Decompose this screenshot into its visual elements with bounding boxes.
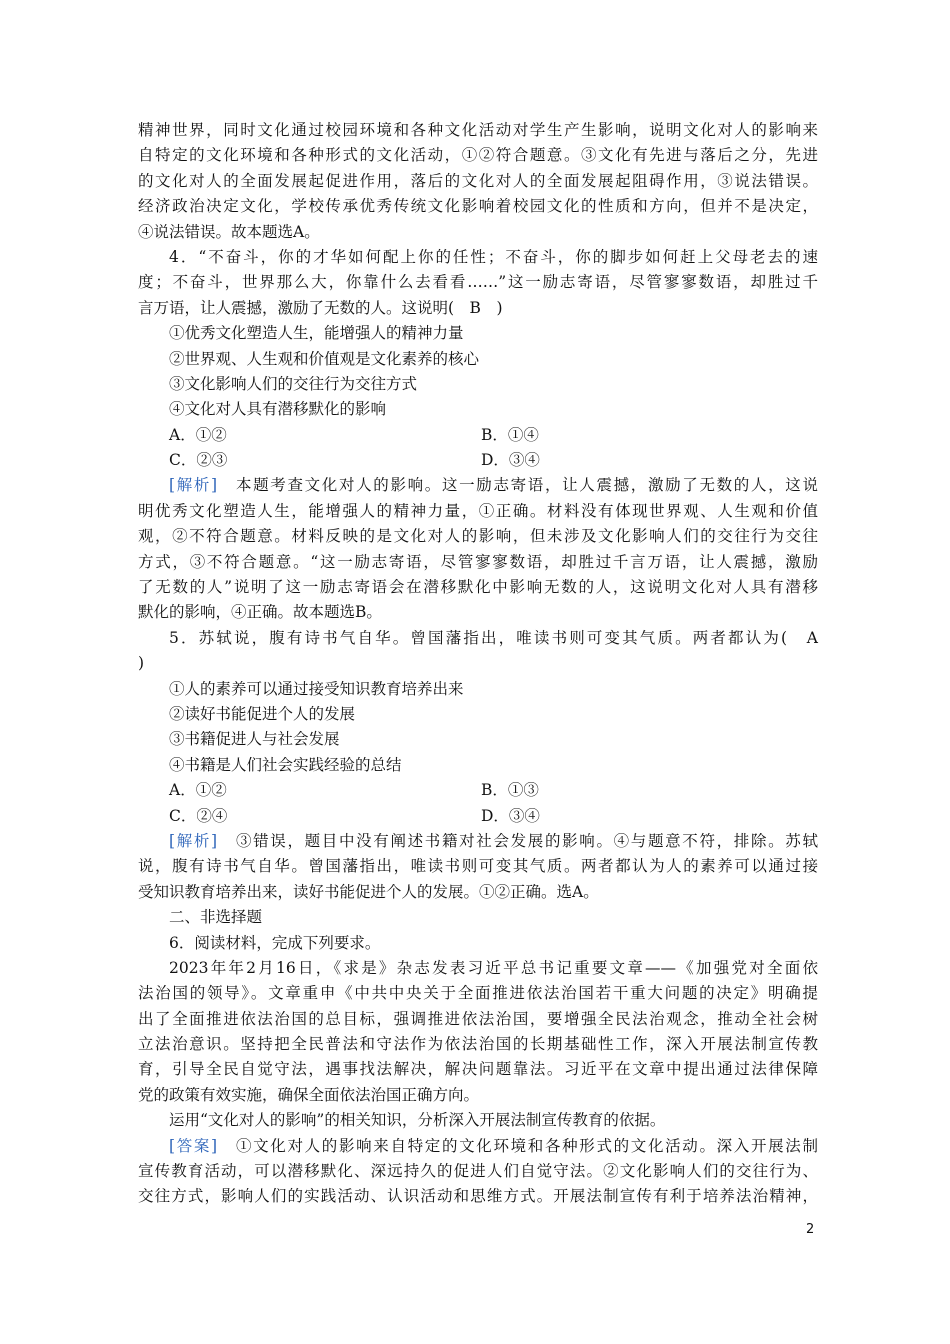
analysis-tag: [解析] [169,476,218,495]
q4-option: ②世界观、人生观和价值观是文化素养的核心 [169,349,480,368]
q5-option: ②读好书能促进个人的发展 [169,704,356,723]
intro-line: 自特定的文化环境和各种形式的文化活动，①②符合题意。③文化有先进与落后之分，先进 [138,146,818,165]
q6-answer-text: ①文化对人的影响来自特定的文化环境和各种形式的文化活动。深入开展法制 [235,1136,818,1155]
page-number: 2 [806,1222,815,1237]
q6-material-line: 法治国的领导》。文章重申《中共中央关于全面推进依法治国若干重大问题的决定》明确提 [138,984,818,1003]
q4-analysis-line: 方式，③不符合题意。“这一励志寄语，尽管寥寥数语，却胜过千言万语，让人震撼，激励 [138,552,818,571]
q5-choice-b: B．①③ [481,781,539,800]
q6-material-line: 育，引导全民自觉守法，遇事找法解决，解决问题靠法。习近平在文章中提出通过法律保障 [138,1060,818,1079]
q4-analysis-line: 明优秀文化塑造人生，能增强人的精神力量，①正确。材料没有体现世界观、人生观和价值 [138,501,818,520]
q6-answer-line: 宣传教育活动，可以潜移默化、深远持久的促进人们自觉守法。②文化影响人们的交往行为、 [138,1162,818,1181]
q4-stem-line: 4．“不奋斗，你的才华如何配上你的任性；不奋斗，你的脚步如何赶上父母老去的速 [169,247,818,266]
q4-stem-line: 度；不奋斗，世界那么大，你靠什么去看看……”这一励志寄语，尽管寥寥数语，却胜过千 [138,273,818,292]
q5-option: ①人的素养可以通过接受知识教育培养出来 [169,679,464,698]
q4-choice-d: D．③④ [481,451,540,470]
q6-answer-line [138,1134,818,1159]
analysis-tag: [解析] [169,831,218,850]
q6-stem: 6．阅读材料，完成下列要求。 [169,933,381,952]
answer-tag: [答案] [169,1136,218,1155]
q4-choice-b: B．①④ [481,425,539,444]
q5-analysis-text: ③错误，题目中没有阐述书籍对社会发展的影响。④与题意不符，排除。苏轼 [235,831,818,850]
q5-choice-c: C．②④ [169,806,228,825]
q4-choice-row [138,448,818,473]
q5-analysis-line [138,829,818,854]
q6-material-line: 立法治意识。坚持把全民普法和守法作为依法治国的长期基础性工作，深入开展法制宣传教 [138,1035,818,1054]
q4-analysis-line [138,473,818,498]
q4-choice-c: C．②③ [169,451,228,470]
section-heading: 二、非选择题 [169,908,263,927]
q5-analysis-line: 说，腹有诗书气自华。曾国藩指出，唯读书则可变其气质。两者都认为人的素养可以通过接 [138,857,818,876]
q6-material-line: 出了全面推进依法治国的总目标，强调推进依法治国，要增强全民法治观念，推动全社会树 [138,1009,818,1028]
q4-option: ①优秀文化塑造人生，能增强人的精神力量 [169,324,464,343]
q4-analysis-line: 默化的影响，④正确。故本题选B。 [138,603,382,622]
intro-line: 经济政治决定文化，学校传承优秀传统文化影响着校园文化的性质和方向，但并不是决定， [138,197,818,216]
q6-answer-line: 交往方式，影响人们的实践活动、认识活动和思维方式。开展法制宣传有利于培养法治精神， [138,1187,818,1206]
q4-analysis-text: 本题考查文化对人的影响。这一励志寄语，让人震撼，激励了无数的人，这说 [235,476,818,495]
q5-choice-row [138,804,818,829]
q6-question: 运用“文化对人的影响”的相关知识，分析深入开展法制宣传教育的依据。 [169,1111,666,1130]
q5-choice-d: D．③④ [481,806,540,825]
q5-analysis-line: 受知识教育培养出来，读好书能促进个人的发展。①②正确。选A。 [138,882,599,901]
q5-option: ④书籍是人们社会实践经验的总结 [169,755,402,774]
q6-material-line: 党的政策有效实施，确保全面依法治国正确方向。 [138,1085,480,1104]
q4-analysis-line: 了无数的人”说明了这一励志寄语会在潜移默化中影响无数的人，这说明文化对人具有潜移 [138,578,818,597]
q6-material-line: 2023年年2月16日，《求是》杂志发表习近平总书记重要文章——《加强党对全面依 [169,958,818,977]
q4-option: ③文化影响人们的交往行为交往方式 [169,374,418,393]
q5-choice-a: A．①② [169,781,227,800]
intro-line: 的文化对人的全面发展起促进作用，落后的文化对人的全面发展起阻碍作用，③说法错误。 [138,171,818,190]
q4-stem-line: 言万语，让人震撼，激励了无数的人。这说明( B ) [138,298,503,317]
q5-choice-row [138,778,818,803]
q5-stem-line: 5．苏轼说，腹有诗书气自华。曾国藩指出，唯读书则可变其气质。两者都认为( A [169,628,818,647]
document-page [138,118,818,1210]
q4-choice-a: A．①② [169,425,227,444]
q4-option: ④文化对人具有潜移默化的影响 [169,400,387,419]
q4-choice-row [138,423,818,448]
intro-line: 精神世界，同时文化通过校园环境和各种文化活动对学生产生影响，说明文化对人的影响来 [138,121,818,139]
intro-line: ④说法错误。故本题选A。 [138,222,320,241]
q4-analysis-line: 观，②不符合题意。材料反映的是文化对人的影响，但未涉及文化影响人们的交往行为交往 [138,527,818,546]
q5-stem-line: ) [138,654,145,673]
q5-option: ③书籍促进人与社会发展 [169,730,340,749]
